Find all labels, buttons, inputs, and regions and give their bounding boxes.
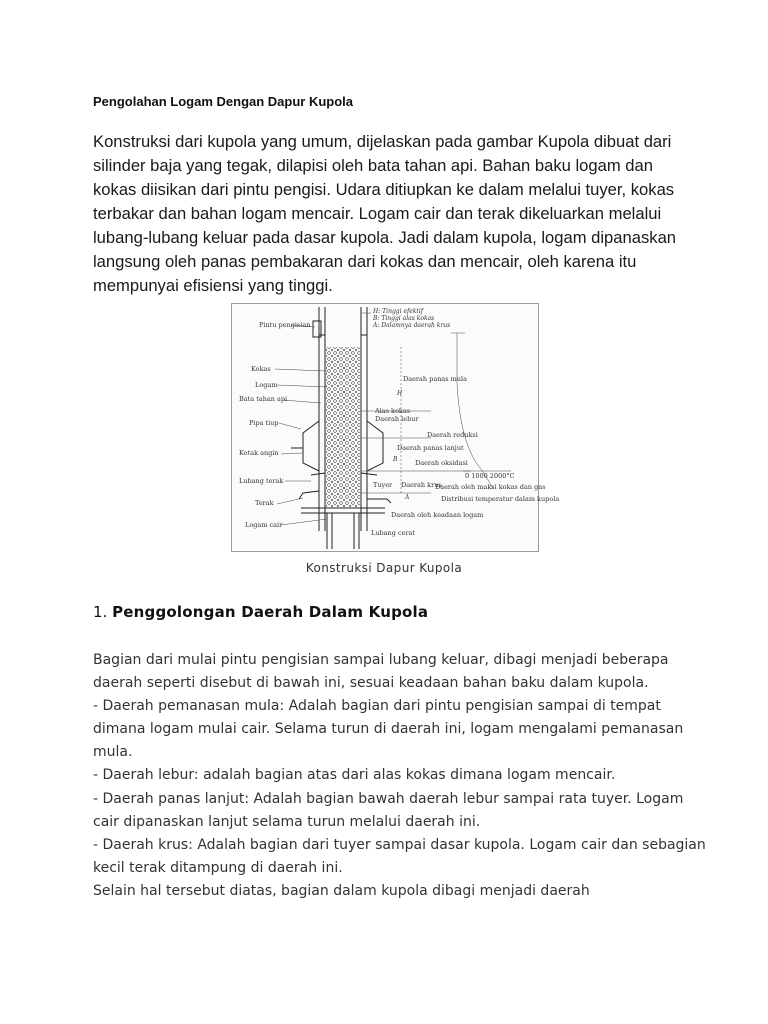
section-body <box>93 649 713 903</box>
diagram-frame <box>232 304 539 552</box>
label-daerah-panas-mula: Daerah panas mula <box>403 375 467 383</box>
label-daerah-reduksi: Daerah reduksi <box>427 431 478 439</box>
label-temp-scale: 0 1000 2000°C <box>465 472 515 480</box>
right-leaders <box>361 313 511 495</box>
label-daerah-panas-lanjut: Daerah panas lanjut <box>397 444 464 452</box>
label-lubang-cerat: Lubang cerat <box>371 529 416 537</box>
label-daerah-krus: Daerah krus <box>401 481 442 489</box>
body-paragraph: - Daerah lebur: adalah bagian atas dari alas kokas dimana logam mencair. <box>93 767 616 784</box>
label-kotak-angin: Kotak angin <box>239 449 279 457</box>
label-pintu-pengisian: Pintu pengisian <box>259 321 311 329</box>
label-tuyer: Tuyer <box>373 481 393 489</box>
legend-a: A: Dalamnya daerah krus <box>373 322 451 329</box>
label-h-marker: H <box>397 390 403 397</box>
label-daerah-oleh-kokas-gas: Daerah oleh maksi kokas dan gas <box>435 483 546 491</box>
label-logam: Logam <box>255 381 278 389</box>
label-pipa-tiup: Pipa tiup <box>249 419 279 427</box>
label-lubang-terak: Lubang terak <box>239 477 284 485</box>
cupola-diagram <box>231 303 560 552</box>
document-title: Pengolahan Logam Dengan Dapur Kupola <box>93 94 354 109</box>
label-kokas: Kokas <box>251 365 271 373</box>
section-heading <box>93 603 428 621</box>
legend-b: B: Tinggi alas kokas <box>373 315 435 322</box>
label-a-marker: A <box>405 494 410 501</box>
figure-caption: Konstruksi Dapur Kupola <box>305 561 463 575</box>
body-paragraph: - Daerah panas lanjut: Adalah bagian bawah daerah lebur sampai rata tuyer. Logam cair dipanaskan lanjut selama turun melalui daerah ini. <box>93 790 684 830</box>
label-b-marker: B <box>393 456 398 463</box>
charge-column <box>326 347 360 507</box>
body-paragraph: Selain hal tersebut diatas, bagian dalam kupola dibagi menjadi daerah <box>93 882 590 899</box>
label-daerah-oksidasi: Daerah oksidasi <box>415 459 468 467</box>
legend-h: H: Tinggi efektif <box>373 308 423 315</box>
label-alas-kokas: Alas kokas <box>375 407 411 415</box>
label-terak: Terak <box>255 499 274 507</box>
label-logam-cair: Logam cair <box>245 521 283 529</box>
label-daerah-lebur: Daerah lebur <box>375 415 419 423</box>
section-number: 1. <box>93 603 108 621</box>
label-distribusi-temperatur: Distribusi temperatur dalam kupola <box>441 495 560 503</box>
body-paragraph: - Daerah pemanasan mula: Adalah bagian dari pintu pengisian sampai di tempat dimana logam mulai cair. Selama turun di daerah ini, logam mengalami pemanasan mula. <box>93 698 684 761</box>
label-bata-tahan-api: Bata tahan api <box>239 395 288 403</box>
body-paragraph: Bagian dari mulai pintu pengisian sampai lubang keluar, dibagi menjadi beberapa daerah seperti disebut di bawah ini, sesuai keadaan bahan baku dalam kupola. <box>93 652 669 692</box>
section-title: Penggolongan Daerah Dalam Kupola <box>112 603 429 621</box>
label-daerah-oleh-keadaan-logam: Daerah oleh keadaan logam <box>391 511 484 519</box>
intro-paragraph: Konstruksi dari kupola yang umum, dijelaskan pada gambar Kupola dibuat dari silinder baja yang tegak, dilapisi oleh bata tahan api. Bahan baku logam dan kokas diisikan dari pintu pengisi. Udara ditiupkan ke dalam melalui tuyer, kokas terbakar dan bahan logam mencair. Logam cair dan terak dikeluarkan melalui lubang-lubang keluar pada dasar kupola. Jadi dalam kupola, logam dipanaskan langsung oleh panas pembakaran dari kokas dan mencair, oleh karena itu mempunyai efisiensi yang tinggi. <box>93 132 677 295</box>
body-paragraph: - Daerah krus: Adalah bagian dari tuyer sampai dasar kupola. Logam cair dan sebagian kecil terak ditampung di daerah ini. <box>93 836 706 876</box>
